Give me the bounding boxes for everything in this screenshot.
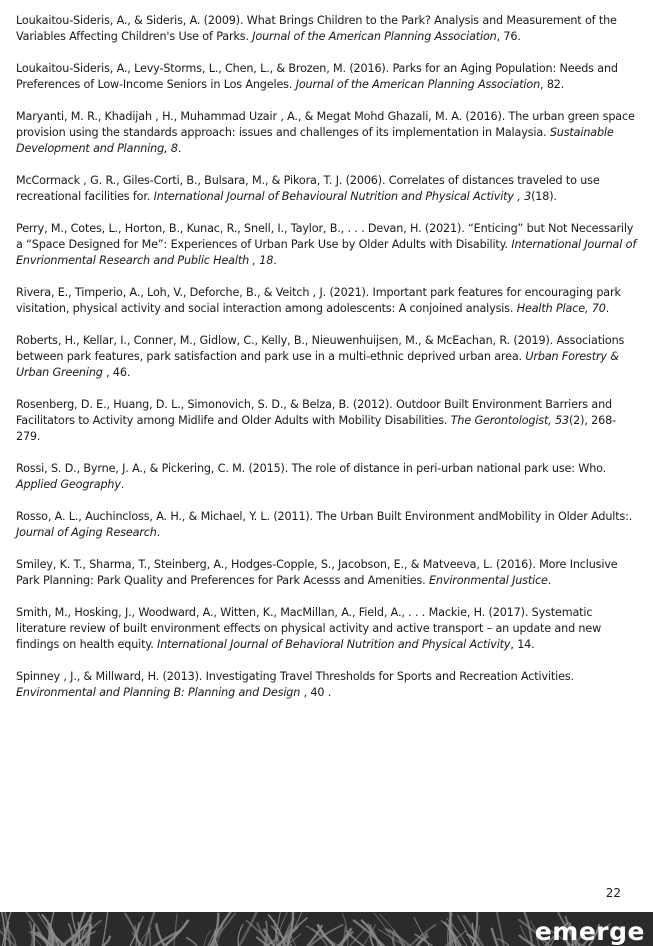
grass-blade [210, 912, 231, 946]
reference-text: Perry, M., Cotes, L., Horton, B., Kunac, R., Snell, I., Taylor, B., . . . Devan, H. (2021). “Enticing” but Not Necessarily a “Space Designed for Me”: Experiences of Urban Park Use by Older Adults with Disability. [16, 222, 634, 251]
reference-source-title: International Journal of Envrionmental Research and Public Health , 18 [16, 238, 637, 267]
reference-text: Smith, M., Hosking, J., Woodward, A., Witten, K., MacMillan, A., Field, A., . . . Mackie, H. (2017). Systematic literature review of built environment effects on physical activity and active transport – an update and new findings on health equity. [16, 606, 602, 651]
reference-source-title: Environmental Justice [428, 574, 548, 587]
grass-blade [174, 914, 177, 946]
reference-source-title: Journal of the American Planning Association [252, 30, 497, 43]
reference-entry [16, 509, 638, 541]
reference-text: , 46. [102, 366, 131, 379]
reference-source-title: Journal of the American Planning Association [295, 78, 541, 91]
reference-text: . [547, 574, 552, 587]
grass-blade [149, 928, 150, 946]
grass-blade [78, 922, 79, 946]
reference-text: , 40 . [300, 686, 332, 699]
reference-entry [16, 397, 638, 445]
reference-text: McCormack , G. R., Giles-Corti, B., Bulsara, M., & Pikora, T. J. (2006). Correlates of distances traveled to use recreational facilities for. [16, 174, 600, 203]
reference-text: Spinney , J., & Millward, H. (2013). Investigating Travel Thresholds for Sports and Recreation Activities. [16, 670, 574, 683]
grass-blade [408, 924, 436, 946]
reference-source-title: International Journal of Behavioral Nutrition and Physical Activity [157, 638, 511, 651]
reference-source-title: Journal of Aging Research [16, 526, 157, 539]
reference-entry [16, 13, 638, 45]
reference-text: , 82. [540, 78, 565, 91]
reference-text: Maryanti, M. R., Khadijah , H., Muhammad Uzair , A., & Megat Mohd Ghazali, M. A. (2016). The urban green space provision using the standards approach: issues and challenges of its implementation in Malaysia. [16, 110, 635, 139]
grass-blade [492, 928, 499, 946]
page-number: 22 [605, 886, 621, 900]
reference-entry [16, 61, 638, 93]
reference-source-title: The Gerontologist, 53 [450, 414, 569, 427]
reference-text: . [120, 478, 125, 491]
reference-text: . [156, 526, 161, 539]
reference-source-title: Applied Geography [16, 478, 121, 491]
reference-source-title: Urban Forestry & Urban Greening [16, 350, 619, 379]
grass-blade [68, 923, 72, 946]
grass-blade [186, 938, 198, 946]
reference-entry [16, 285, 638, 317]
reference-entry [16, 605, 638, 653]
grass-blade [100, 936, 110, 946]
reference-source-title: Sustainable Development and Planning, 8 [16, 126, 614, 155]
reference-entry [16, 557, 638, 589]
reference-text: Roberts, H., Kellar, I., Conner, M., Gidlow, C., Kelly, B., Nieuwenhuijsen, M., & McEachan, R. (2019). Associations between park features, park satisfaction and park use in a multi-ethnic deprived urban area. [16, 334, 625, 363]
reference-text: (2), 268-279. [16, 414, 616, 443]
reference-entry [16, 333, 638, 381]
reference-source-title: International Journal of Behavioural Nutrition and Physical Activity , 3 [153, 190, 532, 203]
reference-text: , 14. [510, 638, 535, 651]
reference-source-title: Health Place, 70 [516, 302, 606, 315]
reference-entry [16, 461, 638, 493]
reference-text: . [273, 254, 277, 267]
reference-list [16, 13, 638, 717]
reference-entry [16, 173, 638, 205]
reference-text: Rivera, E., Timperio, A., Loh, V., Deforche, B., & Veitch , J. (2021). Important park features for encouraging park visitation, physical activity and social interaction among adolescents: A conjoined analysis. [16, 286, 621, 315]
grass-blade [204, 930, 211, 946]
brand-logo: emerge [534, 917, 645, 946]
reference-entry [16, 669, 638, 701]
reference-entry [16, 109, 638, 157]
reference-source-title: Environmental and Planning B: Planning and Design [16, 686, 301, 699]
reference-text: Rosenberg, D. E., Huang, D. L., Simonovich, S. D., & Belza, B. (2012). Outdoor Built Environment Barriers and Facilitators to Activity among Midlife and Older Adults with Mobility Disabilities. [16, 398, 612, 427]
reference-text: . [177, 142, 182, 155]
reference-text: Rosso, A. L., Auchincloss, A. H., & Michael, Y. L. (2011). The Urban Built Environment andMobility in Older Adults:. [16, 510, 633, 523]
reference-text: , 76. [496, 30, 521, 43]
grass-blade [385, 929, 412, 946]
footer-foliage-band [0, 912, 653, 946]
reference-text: Smiley, K. T., Sharma, T., Steinberg, A., Hodges-Copple, S., Jacobson, E., & Matveeva, L. (2016). More Inclusive Park Planning: Park Quality and Preferences for Park Acesss and Amenities. [16, 558, 618, 587]
reference-text: (18). [531, 190, 557, 203]
reference-text: Loukaitou-Sideris, A., & Sideris, A. (2009). What Brings Children to the Park? Analysis and Measurement of the Variables Affecting Children's Use of Parks. [16, 14, 617, 43]
reference-text: . [605, 302, 610, 315]
reference-text: Rossi, S. D., Byrne, J. A., & Pickering, C. M. (2015). The role of distance in peri-urban national park use: Who. [16, 462, 607, 475]
reference-entry [16, 221, 638, 269]
reference-text: Loukaitou-Sideris, A., Levy-Storms, L., Chen, L., & Brozen, M. (2016). Parks for an Aging Population: Needs and Preferences of Low-Income Seniors in Los Angeles. [16, 62, 618, 91]
